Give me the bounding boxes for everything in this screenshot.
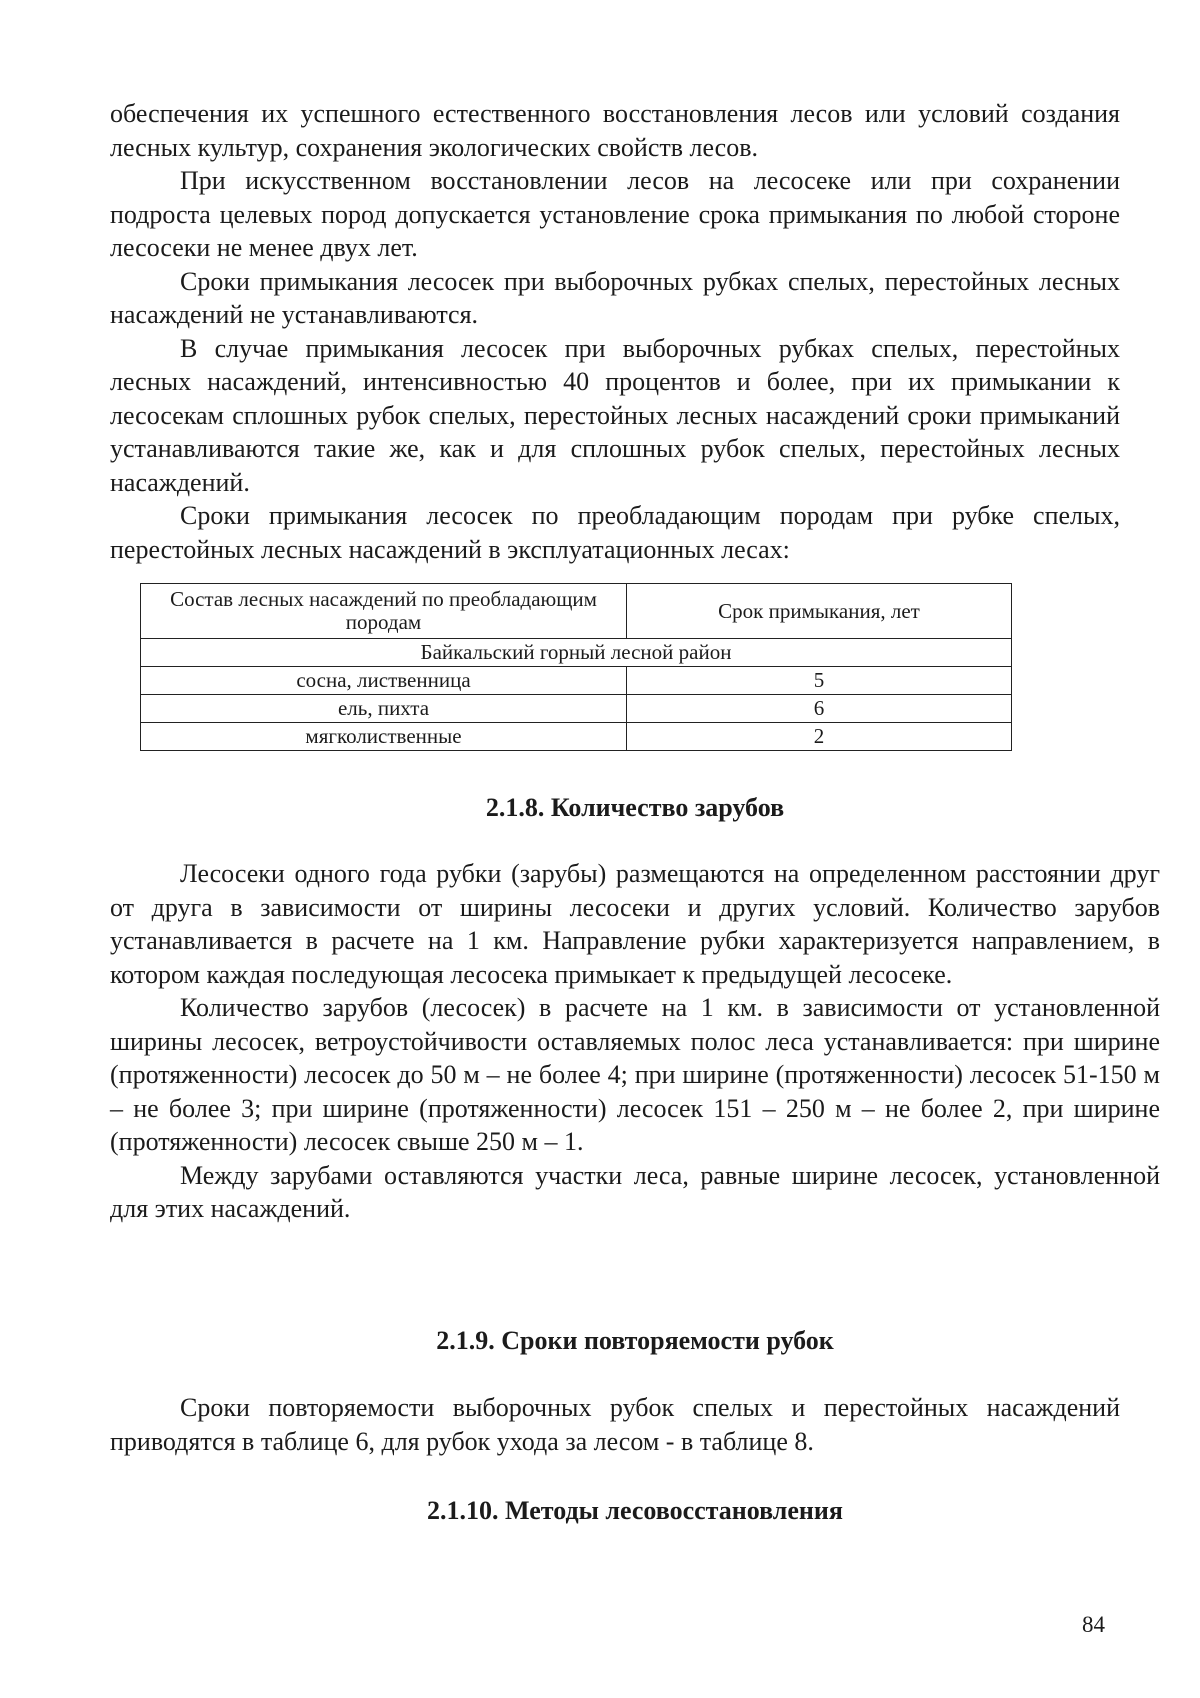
species-cell: мягколиственные — [141, 723, 627, 751]
header-species-cell: Состав лесных насаждений по преобладающим породам — [141, 584, 627, 639]
years-cell: 2 — [627, 723, 1012, 751]
species-cell: сосна, лиственница — [141, 667, 627, 695]
section-218-title: 2.1.8. Количество зарубов — [485, 793, 785, 822]
table-row — [141, 723, 1012, 751]
section-219-paragraph-1: Сроки повторяемости выборочных рубок спелых и перестойных насаждений приводятся в таблице 6, для рубок ухода за лесом - в таблице 8. — [110, 1393, 1120, 1456]
adjacency-table — [140, 583, 1012, 751]
header-term-cell: Срок примыкания, лет — [627, 584, 1012, 639]
intro-paragraph-3: Сроки примыкания лесосек при выборочных рубках спелых, перестойных лесных насаждений не устанавливаются. — [110, 266, 1120, 329]
section-218-paragraph-1: Лесосеки одного года рубки (зарубы) размещаются на определенном расстоянии друг от друга в зависимости от ширины лесосеки и других условий. Количество зарубов устанавливается в расчете на 1 км. Направление рубки характеризуется направлением, в котором каждая последующая лесосека примыкает к предыдущей лесосеке. — [110, 859, 1160, 989]
intro-paragraph-2: При искусственном восстановлении лесов на лесосеке или при сохранении подроста целевых пород допускается установление срока примыкания по любой стороне лесосеки не менее двух лет. — [110, 166, 1120, 262]
intro-paragraph-5: Сроки примыкания лесосек по преобладающим породам при рубке спелых, перестойных лесных насаждений в эксплуатационных лесах: — [110, 501, 1120, 564]
section-218-text — [110, 857, 1160, 1226]
section-218-paragraph-2: Количество зарубов (лесосек) в расчете на 1 км. в зависимости от установленной ширины лесосек, ветроустойчивости оставляемых полос леса устанавливается: при ширине (протяженности) лесосек до 50 м – не более 4; при ширине (протяженности) лесосек 51-150 м – не более 3; при ширине (протяженности) лесосек 151 – 250 м – не более 2, при ширине (протяженности) лесосек свыше 250 м – 1. — [110, 993, 1160, 1156]
section-219-text — [110, 1391, 1120, 1458]
years-cell: 5 — [627, 667, 1012, 695]
table-header-row — [141, 584, 1012, 639]
species-cell: ель, пихта — [141, 695, 627, 723]
intro-paragraph-4: В случае примыкания лесосек при выборочных рубках спелых, перестойных лесных насаждений, интенсивностью 40 процентов и более, при их примыкании к лесосекам сплошных рубок спелых, перестойных лесных насаждений сроки примыканий устанавливаются такие же, как и для сплошных рубок спелых, перестойных лесных насаждений. — [110, 333, 1120, 497]
section-2110-title: 2.1.10. Методы лесовосстановления — [427, 1496, 843, 1525]
table-row — [141, 667, 1012, 695]
table-row — [141, 695, 1012, 723]
intro-paragraph-1: обеспечения их успешного естественного восстановления лесов или условий создания лесных культур, сохранения экологических свойств лесов. — [110, 99, 1120, 162]
section-219-title: 2.1.9. Сроки повторяемости рубок — [436, 1326, 834, 1355]
page-number: 84 — [1082, 1612, 1105, 1637]
intro-text — [110, 97, 1120, 566]
years-cell: 6 — [627, 695, 1012, 723]
region-cell: Байкальский горный лесной район — [141, 639, 1012, 667]
table-region-row — [141, 639, 1012, 667]
section-218-paragraph-3: Между зарубами оставляются участки леса, равные ширине лесосек, установленной для этих насаждений. — [110, 1160, 1160, 1223]
